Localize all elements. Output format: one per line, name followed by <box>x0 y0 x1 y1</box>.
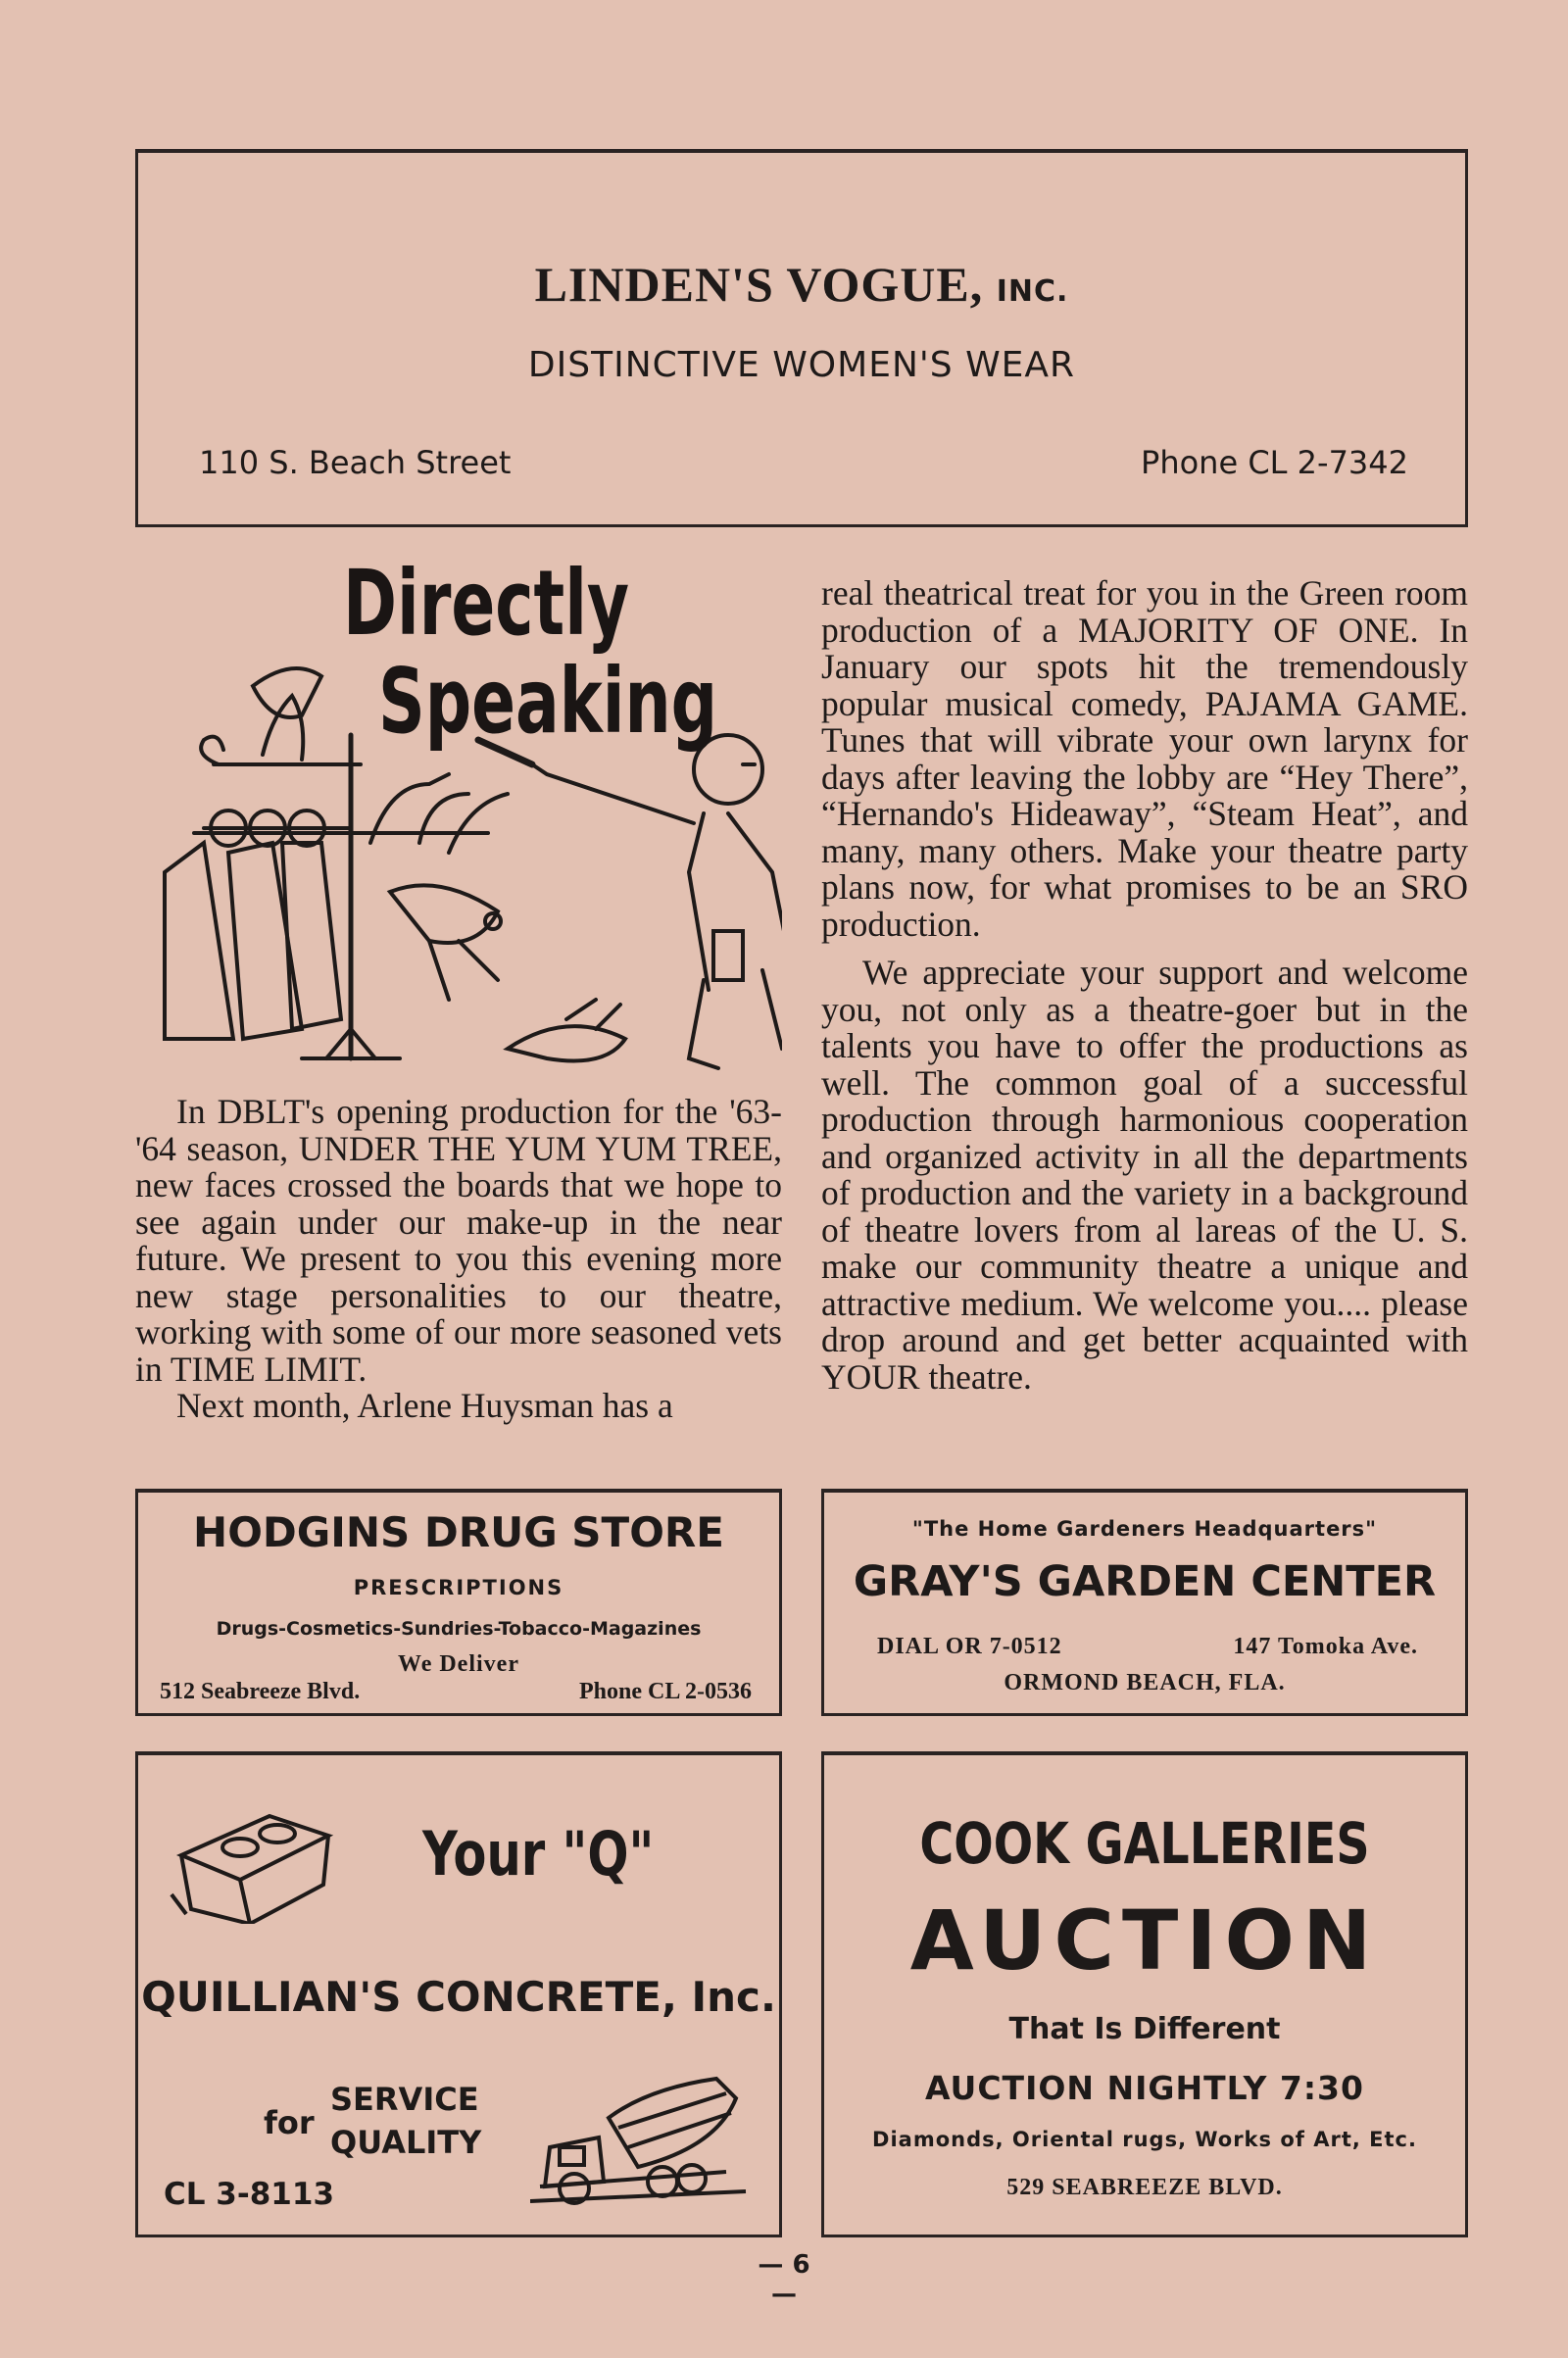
concrete-block-icon <box>162 1796 338 1924</box>
quillians-for: for <box>264 2104 315 2141</box>
lindens-title <box>138 256 1465 313</box>
cook-name: COOK GALLERIES <box>919 1810 1370 1877</box>
heading-line-directly: Directly <box>343 551 630 656</box>
page-number: — 6 — <box>758 2250 810 2309</box>
lindens-phone: Phone CL 2-7342 <box>1141 444 1408 481</box>
article-left-column <box>135 1094 782 1425</box>
quillians-name: QUILLIAN'S CONCRETE, Inc. <box>141 1973 776 2021</box>
lindens-tagline: DISTINCTIVE WOMEN'S WEAR <box>527 345 1076 385</box>
cook-galleries-ad <box>821 1751 1468 2237</box>
cook-different: That Is Different <box>1008 2012 1281 2046</box>
hodgins-phone: Phone CL 2-0536 <box>578 1679 752 1704</box>
heading-line-speaking: Speaking <box>378 649 718 754</box>
cook-name-wrap <box>824 1810 1465 1877</box>
grays-address: 147 Tomoka Ave. <box>1233 1634 1418 1659</box>
grays-city: ORMOND BEACH, FLA. <box>1004 1670 1286 1695</box>
lindens-address: 110 S. Beach Street <box>199 444 512 481</box>
your-q-slogan: Your "Q" <box>422 1818 655 1890</box>
article-paragraph: We appreciate your support and welcome you, not only as a theatre-goer but in the talents you have to offer the productions as well. The common goal of a successful production through harmonious cooperation and organized activity in all the departments of production and the variety in a background of theatre lovers from al lareas of the U. S. make our community theatre a unique and attractive medium. We welcome you.... please drop around and get better acquainted with YOUR theatre. <box>821 953 1468 1397</box>
hodgins-goods: Drugs-Cosmetics-Sundries-Tobacco-Magazines <box>216 1618 702 1640</box>
cook-auction: AUCTION <box>909 1892 1380 1989</box>
article-paragraph: In DBLT's opening production for the '63-'64 season, UNDER THE YUM YUM TREE, new faces crossed the boards that we hope to see again under our make-up in the near future. We present to you this evening more new stage personalities to our theatre, working with some of our more seasoned vets in TIME LIMIT. <box>135 1092 782 1389</box>
quillians-quality: QUALITY <box>330 2124 482 2161</box>
hodgins-drug-store-ad <box>135 1489 782 1716</box>
quillians-concrete-ad <box>135 1751 782 2237</box>
cook-nightly: AUCTION NIGHTLY 7:30 <box>925 2069 1364 2107</box>
lindens-vogue-ad <box>135 149 1468 527</box>
grays-name: GRAY'S GARDEN CENTER <box>853 1557 1437 1606</box>
quillians-phone: CL 3-8113 <box>164 2177 335 2212</box>
article-paragraph: real theatrical treat for you in the Green room production of a MAJORITY OF ONE. In January our spots hit the tremendously popular musical comedy, PAJAMA GAME. Tunes that will vibrate your own larynx for days after leaving the lobby are “Hey There”, “Hernando's Hideaway”, “Steam Heat”, and many, many others. Make your theatre party plans now, for what promises to be an SRO production. <box>821 573 1468 944</box>
hodgins-prescriptions: PRESCRIPTIONS <box>353 1576 564 1599</box>
hodgins-deliver: We Deliver <box>398 1651 519 1677</box>
cook-address: 529 SEABREEZE BLVD. <box>1006 2175 1283 2200</box>
hodgins-address: 512 Seabreeze Blvd. <box>160 1679 361 1704</box>
article-right-column <box>821 575 1468 1396</box>
hodgins-name: HODGINS DRUG STORE <box>193 1508 724 1556</box>
lindens-name: LINDEN'S VOGUE, <box>534 257 984 312</box>
grays-dial: DIAL OR 7-0512 <box>877 1634 1062 1659</box>
cook-items: Diamonds, Oriental rugs, Works of Art, Etc. <box>872 2128 1417 2151</box>
lindens-inc: INC. <box>996 274 1069 309</box>
cement-truck-icon <box>530 2069 756 2206</box>
grays-slogan: "The Home Gardeners Headquarters" <box>911 1517 1378 1541</box>
article-heading <box>343 551 718 754</box>
grays-garden-center-ad <box>821 1489 1468 1716</box>
quillians-service: SERVICE <box>330 2081 479 2118</box>
article-paragraph: Next month, Arlene Huysman has a <box>176 1386 673 1425</box>
